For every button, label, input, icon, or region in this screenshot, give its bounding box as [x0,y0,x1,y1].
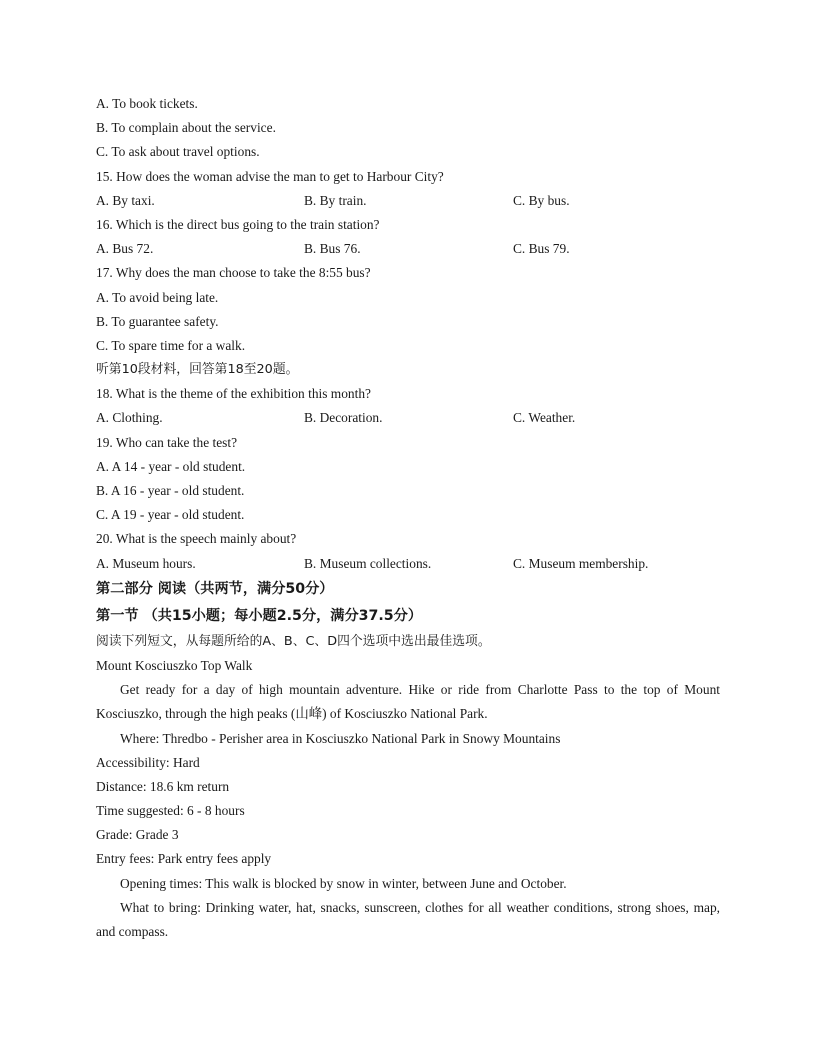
q20-option-a: A. Museum hours. [96,555,196,571]
passage-time: Time suggested: 6 - 8 hours [96,803,245,819]
q15-option-c: C. By bus. [513,192,570,208]
q18-stem: 18. What is the theme of the exhibition this month? [96,386,371,402]
q14-option-b: B. To complain about the service. [96,120,276,136]
q20-option-b: B. Museum collections. [304,555,432,571]
q18-option-c: C. Weather. [513,410,576,426]
passage-bring: What to bring: Drinking water, hat, snacks, sunscreen, clothes for all weather conditions, strong shoes, map, and compass. [96,899,720,940]
q16-option-b: B. Bus 76. [304,241,361,257]
passage-opening: Opening times: This walk is blocked by snow in winter, between June and October. [120,875,567,891]
q18-option-a: A. Clothing. [96,410,163,426]
q16-stem: 16. Which is the direct bus going to the train station? [96,216,380,232]
passage-grade: Grade: Grade 3 [96,827,179,843]
passage-accessibility: Accessibility: Hard [96,754,200,770]
q19-option-b: B. A 16 - year - old student. [96,483,245,498]
q14-option-c: C. To ask about travel options. [96,144,260,160]
q20-option-c: C. Museum membership. [513,555,649,571]
q19-option-c: C. A 19 - year - old student. [96,507,245,523]
q20-options [96,552,720,576]
q14-option-a: A. To book tickets. [96,96,198,111]
q20-stem: 20. What is the speech mainly about? [96,531,297,547]
q18-options [96,406,720,430]
passage-intro: Get ready for a day of high mountain adventure. Hike or ride from Charlotte Pass to the top of Mount Kosciuszko, through the high peaks (山峰) of Kosciuszko National Park. [96,682,720,722]
passage-where: Where: Thredbo - Perisher area in Kosciuszko National Park in Snowy Mountains [120,730,561,746]
reading-instruction: 阅读下列短文，从每题所给的A、B、C、D四个选项中选出最佳选项。 [96,633,491,649]
q17-option-b: B. To guarantee safety. [96,313,219,329]
section1-heading: 第一节 （共15小题；每小题2.5分，满分37.5分） [96,607,423,624]
q15-stem: 15. How does the woman advise the man to get to Harbour City? [96,168,444,184]
q16-option-a: A. Bus 72. [96,241,154,257]
q15-options [96,189,720,213]
q15-option-a: A. By taxi. [96,192,155,208]
passage-distance: Distance: 18.6 km return [96,778,230,794]
q16-option-c: C. Bus 79. [513,241,570,257]
q17-stem: 17. Why does the man choose to take the 8:55 bus? [96,265,371,281]
q16-options [96,237,720,261]
passage-fees: Entry fees: Park entry fees apply [96,851,272,867]
q18-option-b: B. Decoration. [304,410,383,426]
q15-option-b: B. By train. [304,192,367,208]
q17-option-a: A. To avoid being late. [96,289,219,305]
q19-option-a: A. A 14 - year - old student. [96,458,246,474]
q19-stem: 19. Who can take the test? [96,434,238,450]
passage-title: Mount Kosciuszko Top Walk [96,657,253,673]
exam-page [96,92,720,944]
q17-option-c: C. To spare time for a walk. [96,337,246,353]
section10-intro: 听第10段材料，回答第18至20题。 [96,362,299,378]
part2-heading: 第二部分 阅读（共两节，满分50分） [96,580,334,597]
